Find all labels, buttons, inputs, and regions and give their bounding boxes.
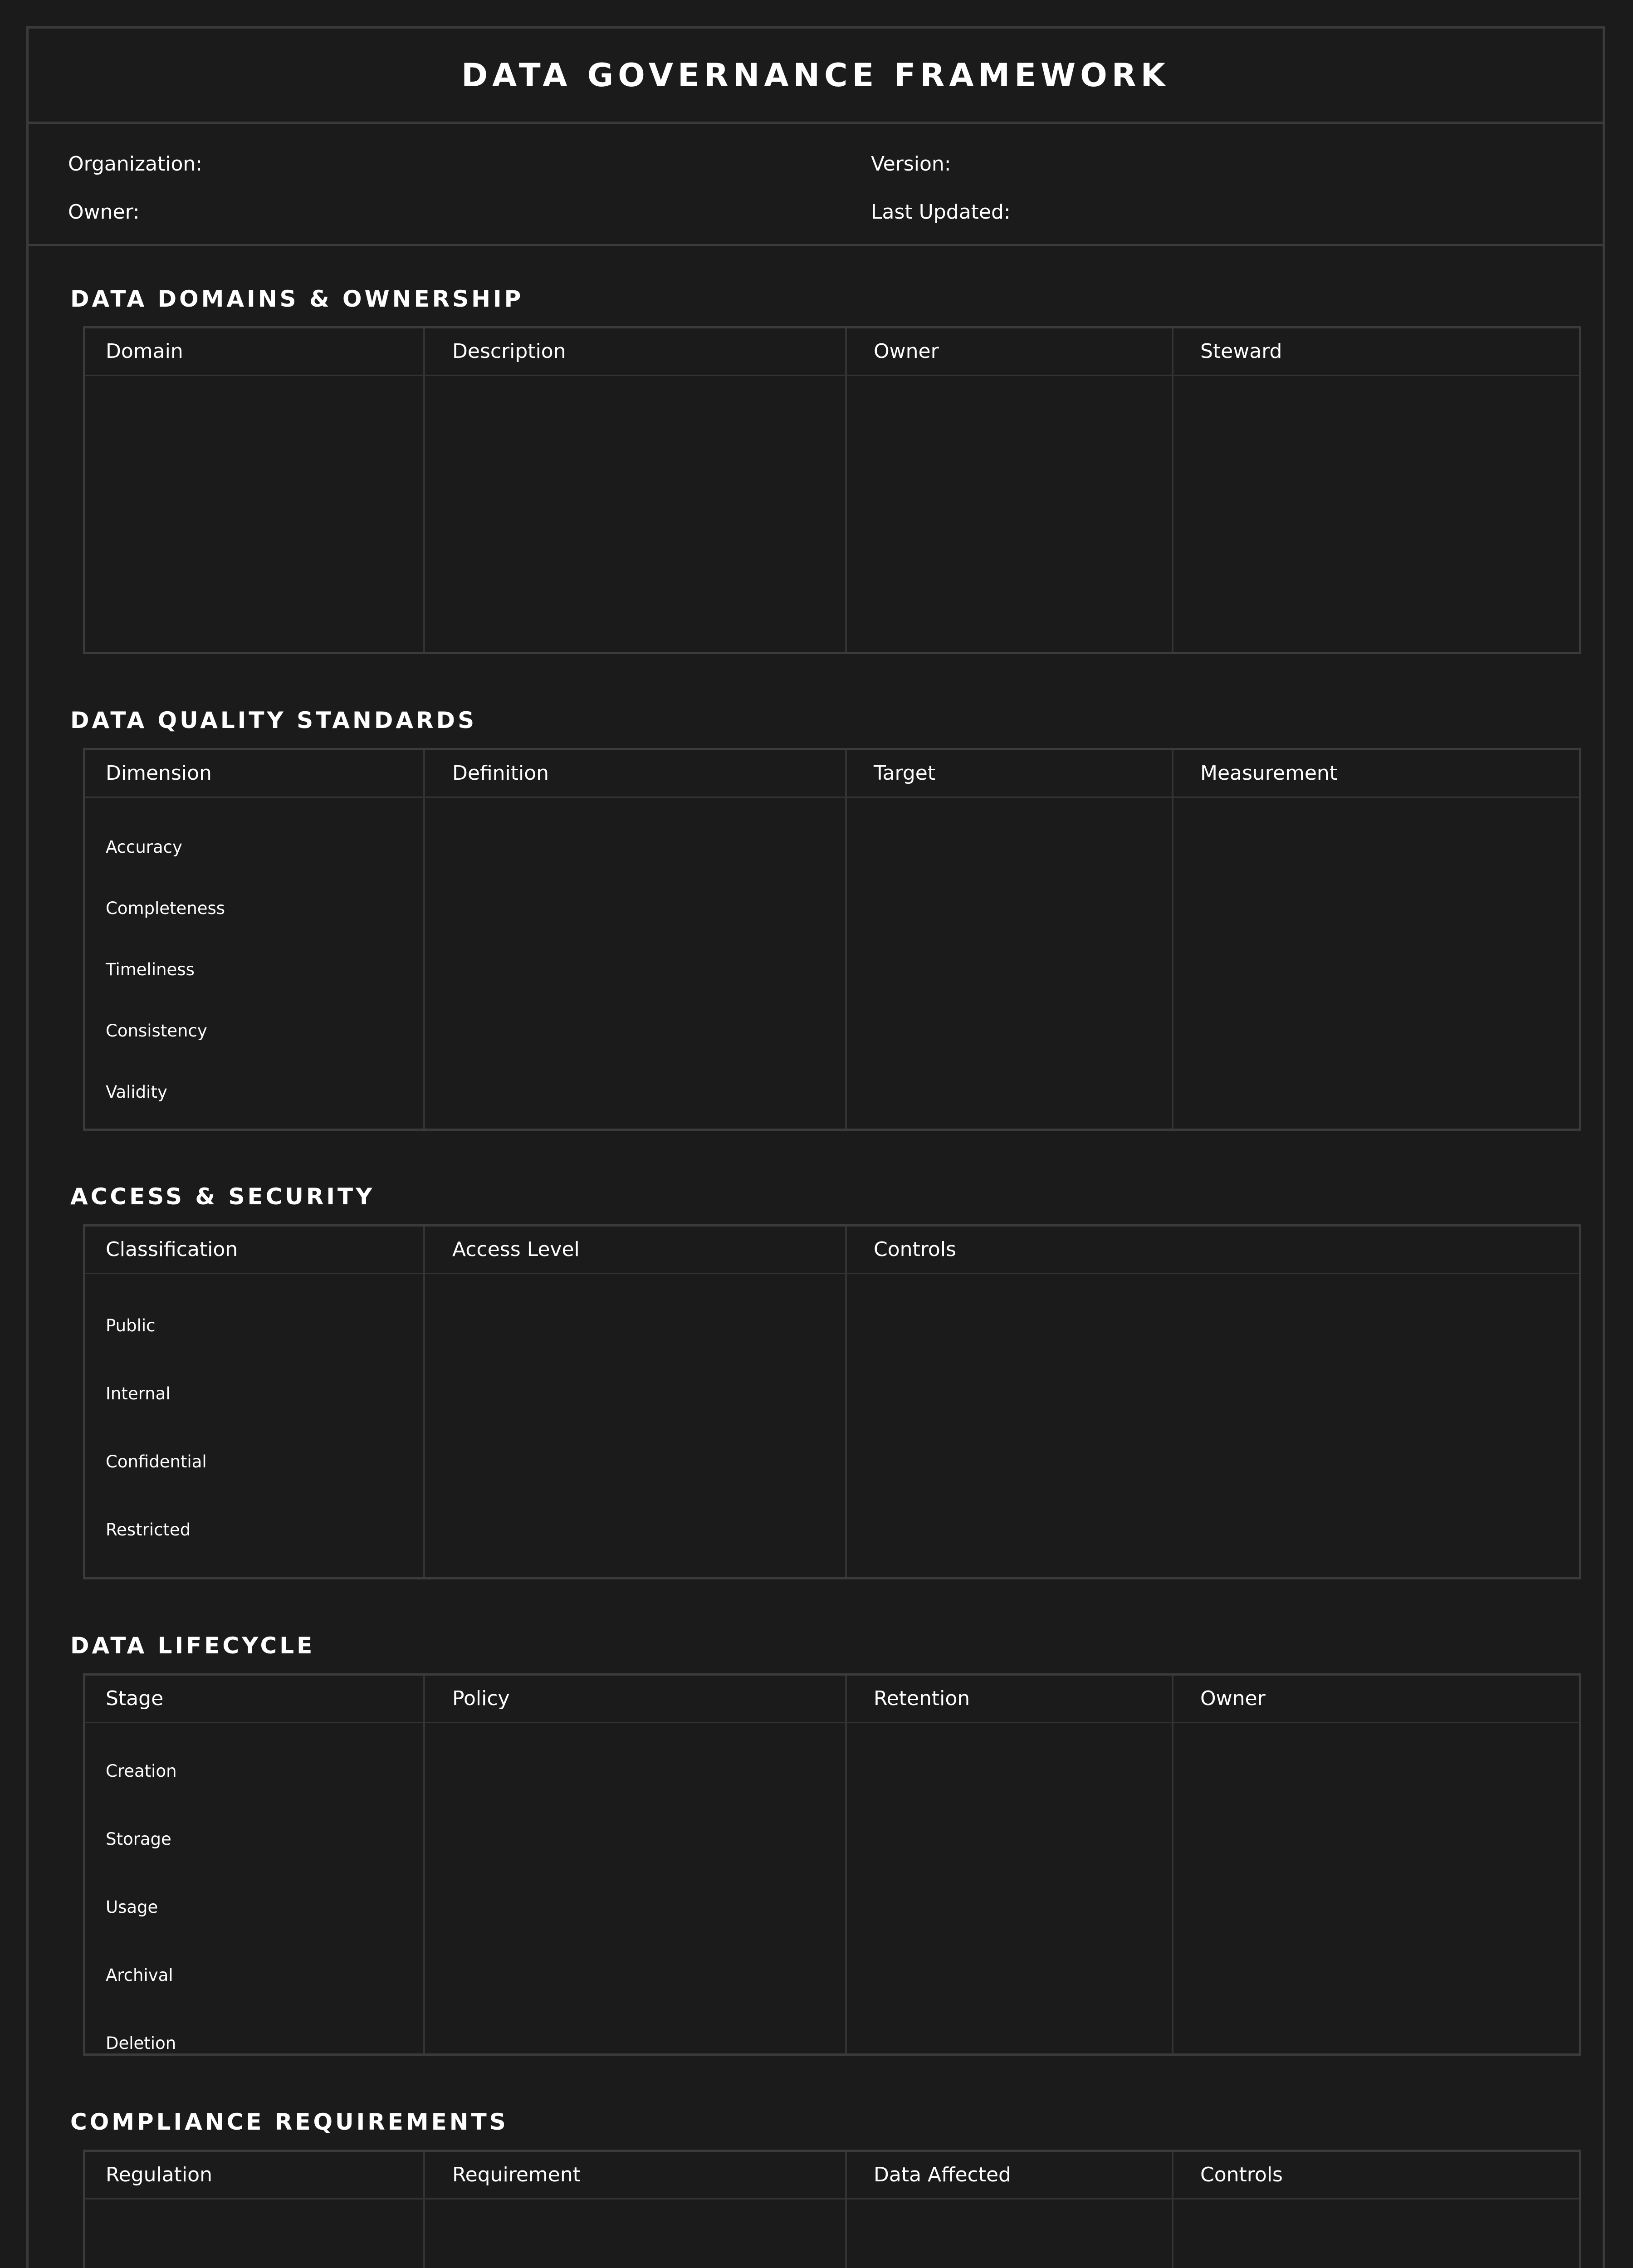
column-header-steward: Steward bbox=[1200, 340, 1282, 363]
quality-table bbox=[83, 748, 1581, 1131]
last-updated-label: Last Updated: bbox=[871, 200, 1011, 224]
page-title: DATA GOVERNANCE FRAMEWORK bbox=[461, 56, 1170, 94]
column-divider bbox=[1172, 328, 1173, 652]
column-divider bbox=[845, 1227, 847, 1577]
column-divider bbox=[423, 750, 425, 1129]
column-header-owner: Owner bbox=[1200, 1687, 1266, 1710]
lifecycle-table bbox=[83, 1673, 1581, 2056]
column-divider bbox=[423, 2152, 425, 2268]
section-heading-domains: DATA DOMAINS & OWNERSHIP bbox=[70, 286, 524, 312]
column-header-access-level: Access Level bbox=[452, 1238, 580, 1261]
lifecycle-table-header bbox=[85, 1676, 1579, 1723]
row-label-archival: Archival bbox=[106, 1965, 173, 1985]
column-header-stage: Stage bbox=[106, 1687, 164, 1710]
row-label-usage: Usage bbox=[106, 1897, 158, 1917]
column-header-regulation: Regulation bbox=[106, 2163, 212, 2186]
column-header-requirement: Requirement bbox=[452, 2163, 581, 2186]
section-heading-compliance: COMPLIANCE REQUIREMENTS bbox=[70, 2109, 508, 2135]
row-label-restricted: Restricted bbox=[106, 1520, 191, 1540]
column-header-owner: Owner bbox=[874, 340, 939, 363]
column-divider bbox=[423, 328, 425, 652]
row-label-timeliness: Timeliness bbox=[106, 960, 195, 979]
column-header-controls: Controls bbox=[874, 1238, 956, 1261]
column-header-policy: Policy bbox=[452, 1687, 510, 1710]
column-divider bbox=[423, 1676, 425, 2053]
domains-table bbox=[83, 326, 1581, 654]
column-divider bbox=[1172, 1676, 1173, 2053]
column-header-description: Description bbox=[452, 340, 566, 363]
section-heading-quality: DATA QUALITY STANDARDS bbox=[70, 707, 477, 733]
row-label-deletion: Deletion bbox=[106, 2033, 176, 2053]
document-frame bbox=[26, 26, 1605, 2268]
owner-label: Owner: bbox=[68, 200, 140, 224]
column-header-classification: Classification bbox=[106, 1238, 238, 1261]
row-label-confidential: Confidential bbox=[106, 1452, 207, 1471]
access-table-header bbox=[85, 1227, 1579, 1274]
row-label-validity: Validity bbox=[106, 1082, 167, 1102]
column-header-definition: Definition bbox=[452, 762, 549, 785]
quality-table-header bbox=[85, 750, 1579, 798]
column-divider bbox=[1172, 750, 1173, 1129]
row-label-accuracy: Accuracy bbox=[106, 837, 182, 857]
column-divider bbox=[845, 2152, 847, 2268]
organization-label: Organization: bbox=[68, 152, 203, 176]
column-divider bbox=[423, 1227, 425, 1577]
row-label-completeness: Completeness bbox=[106, 899, 225, 918]
column-divider bbox=[1172, 2152, 1173, 2268]
row-label-consistency: Consistency bbox=[106, 1021, 207, 1041]
column-header-data-affected: Data Affected bbox=[874, 2163, 1011, 2186]
column-divider bbox=[845, 750, 847, 1129]
column-header-measurement: Measurement bbox=[1200, 762, 1338, 785]
domains-table-header bbox=[85, 328, 1579, 376]
row-label-internal: Internal bbox=[106, 1384, 171, 1403]
section-heading-lifecycle: DATA LIFECYCLE bbox=[70, 1633, 315, 1659]
row-label-public: Public bbox=[106, 1316, 156, 1335]
title-bar bbox=[29, 29, 1603, 124]
column-header-dimension: Dimension bbox=[106, 762, 212, 785]
compliance-table bbox=[83, 2150, 1581, 2268]
column-header-retention: Retention bbox=[874, 1687, 970, 1710]
section-heading-access: ACCESS & SECURITY bbox=[70, 1183, 375, 1210]
access-table bbox=[83, 1224, 1581, 1579]
row-label-creation: Creation bbox=[106, 1761, 177, 1781]
column-header-domain: Domain bbox=[106, 340, 183, 363]
column-divider bbox=[845, 1676, 847, 2053]
version-label: Version: bbox=[871, 152, 951, 176]
column-divider bbox=[845, 328, 847, 652]
column-header-target: Target bbox=[874, 762, 936, 785]
row-label-storage: Storage bbox=[106, 1829, 171, 1849]
column-header-controls: Controls bbox=[1200, 2163, 1283, 2186]
document-meta bbox=[29, 124, 1603, 246]
compliance-table-header bbox=[85, 2152, 1579, 2200]
